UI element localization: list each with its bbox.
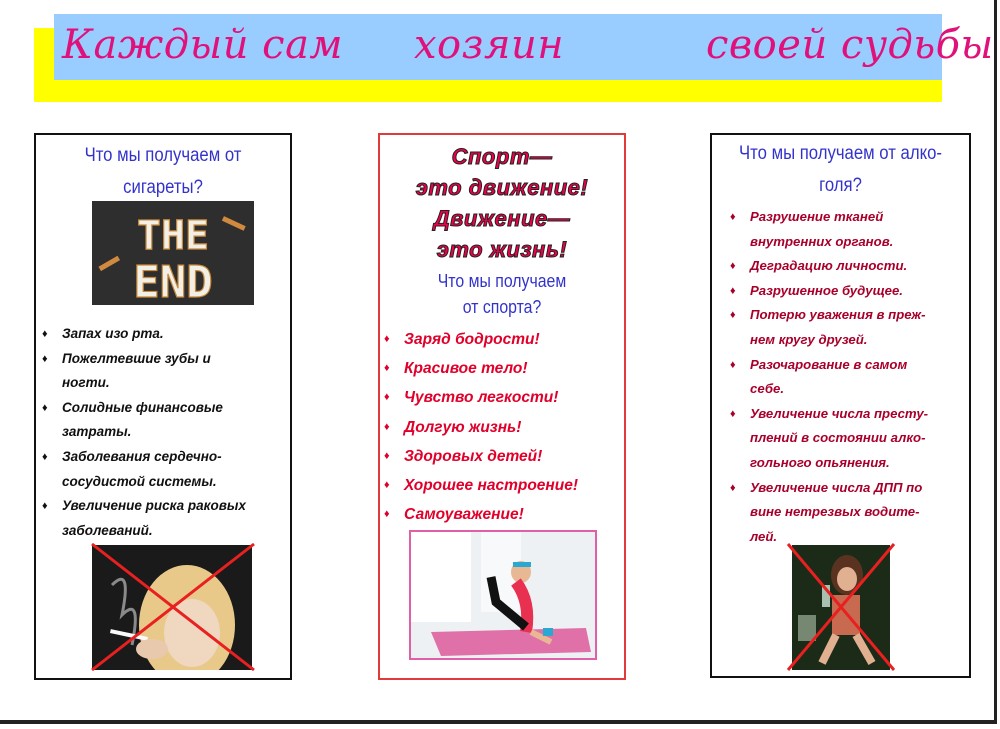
the-end-cigarettes-image: [92, 201, 254, 305]
alcohol-heading-line-2: голя?: [819, 175, 862, 196]
diamond-bullet-icon: ♦: [42, 450, 48, 463]
diamond-bullet-icon: ♦: [384, 333, 390, 345]
diamond-bullet-icon: ♦: [730, 407, 736, 420]
list-item-continuation: лей.: [750, 528, 778, 544]
list-item: ♦ Пожелтевшие зубы и: [40, 347, 290, 372]
list-item: ♦ Заболевания сердечно-: [40, 445, 290, 470]
banner-title-part-3: своей судьбы: [706, 22, 994, 68]
list-item: ♦ Здоровых детей!: [382, 442, 626, 471]
sport-heading: [395, 268, 610, 320]
image-text-the: THE: [136, 213, 210, 259]
sport-heading-line-1: Что мы получаем: [437, 271, 567, 291]
sport-slogan-line-1: Спорт—: [451, 144, 553, 169]
diamond-bullet-icon: ♦: [384, 391, 390, 404]
banner-title-part-1: Каждый сам: [62, 22, 344, 68]
red-x-cross-icon: [784, 540, 898, 674]
list-item: ♦ Заряд бодрости!: [382, 325, 626, 354]
list-item: ♦ Потерю уважения в преж-: [728, 303, 972, 328]
alcohol-heading: [727, 138, 953, 202]
list-item: ♦ Разочарование в самом: [728, 353, 972, 378]
list-item-continuation: затраты.: [62, 424, 132, 440]
diamond-bullet-icon: ♦: [42, 328, 48, 340]
diamond-bullet-icon: ♦: [42, 401, 48, 414]
list-item-continuation: себе.: [750, 381, 784, 397]
list-item: ♦ Солидные финансовые: [40, 396, 290, 421]
diamond-bullet-icon: ♦: [42, 500, 48, 513]
image-text-end: END: [133, 257, 213, 305]
list-item-continuation: вине нетрезвых водите-: [750, 504, 920, 520]
list-item: ♦ Красивое тело!: [382, 354, 626, 383]
list-item: ♦ Увеличение риска раковых: [40, 494, 290, 519]
cigarettes-heading-line-2: сигареты?: [123, 177, 203, 198]
list-item: ♦ Увеличение числа престу-: [728, 402, 972, 427]
sport-slogan-line-4: это жизнь!: [436, 237, 568, 262]
alcohol-bullet-list: [728, 205, 972, 549]
diamond-bullet-icon: ♦: [384, 420, 390, 433]
alcohol-heading-line-1: Что мы получаем от алко-: [739, 143, 942, 164]
list-item-continuation: ногти.: [62, 375, 110, 391]
list-item-continuation: сосудистой системы.: [62, 473, 217, 489]
diamond-bullet-icon: ♦: [730, 309, 736, 322]
banner-title-part-2: хозяин: [414, 22, 565, 68]
list-item: ♦ Деградацию личности.: [728, 254, 972, 279]
list-item: ♦ Разрушение тканей: [728, 205, 972, 230]
diamond-bullet-icon: ♦: [730, 358, 736, 371]
diamond-bullet-icon: ♦: [730, 284, 736, 297]
diamond-bullet-icon: ♦: [730, 481, 736, 494]
diamond-bullet-icon: ♦: [384, 479, 390, 492]
cigarettes-bullet-list: [40, 322, 290, 543]
sport-bullet-list: [382, 325, 626, 529]
list-item-continuation: внутренних органов.: [750, 233, 894, 249]
sport-heading-line-2: от спорта?: [462, 297, 542, 317]
list-item: ♦ Увеличение числа ДПП по: [728, 476, 972, 501]
list-item-continuation: заболеваний.: [62, 522, 153, 538]
list-item: ♦ Разрушенное будущее.: [728, 279, 972, 304]
diamond-bullet-icon: ♦: [384, 449, 390, 462]
sport-slogan-line-2: это движение!: [415, 175, 589, 200]
list-item-continuation: гольного опьянения.: [750, 454, 890, 470]
list-item: ♦ Самоуважение!: [382, 500, 626, 529]
list-item-continuation: плений в состоянии алко-: [750, 430, 926, 446]
diamond-bullet-icon: ♦: [384, 362, 390, 375]
list-item: ♦ Хорошее настроение!: [382, 471, 626, 500]
diamond-bullet-icon: ♦: [42, 352, 48, 365]
sport-slogan-line-3: Движение—: [433, 206, 571, 231]
cigarettes-heading: [51, 140, 275, 204]
list-item: ♦ Чувство легкости!: [382, 383, 626, 412]
diamond-bullet-icon: ♦: [384, 508, 390, 521]
cigarettes-heading-line-1: Что мы получаем от: [84, 145, 242, 166]
red-x-cross-icon: [88, 540, 258, 674]
list-item-continuation: нем кругу друзей.: [750, 331, 868, 347]
yoga-woman-image: [409, 530, 597, 660]
diamond-bullet-icon: ♦: [730, 260, 736, 273]
list-item: ♦ Долгую жизнь!: [382, 413, 626, 442]
diamond-bullet-icon: ♦: [730, 211, 736, 223]
list-item: ♦ Запах изо рта.: [40, 322, 290, 347]
